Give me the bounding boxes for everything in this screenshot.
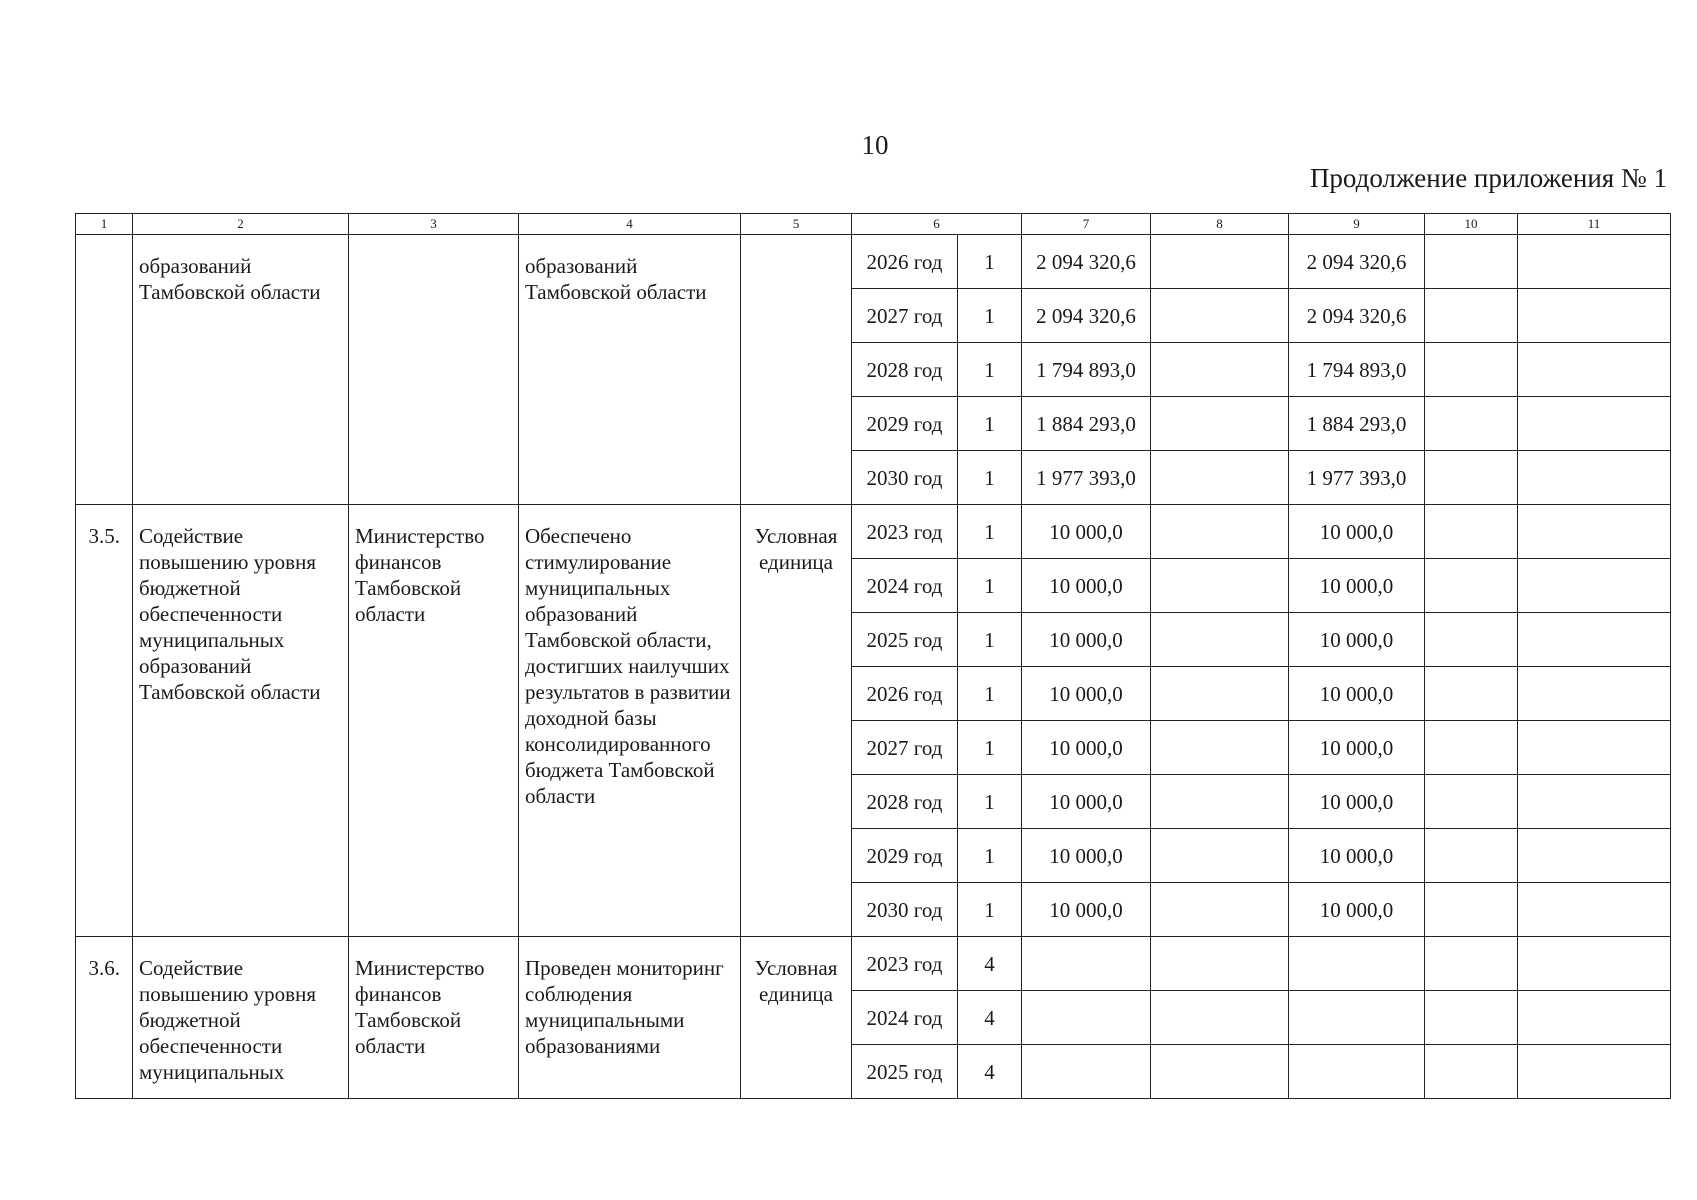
column-number: 8 (1151, 214, 1289, 235)
item-name: Содействие повышению уровня бюджетной обеспеченности муниципальных (133, 937, 349, 1099)
value-cell: 1 (958, 559, 1022, 613)
year-cell: 2027 год (852, 721, 958, 775)
column-number: 6 (852, 214, 1022, 235)
appendix-table (75, 213, 1671, 1099)
column-number: 4 (519, 214, 741, 235)
local-funding-cell (1425, 721, 1518, 775)
year-cell: 2030 год (852, 883, 958, 937)
local-funding-cell (1425, 559, 1518, 613)
other-funding-cell (1518, 343, 1671, 397)
local-funding-cell (1425, 235, 1518, 289)
total-funding-cell: 1 884 293,0 (1022, 397, 1151, 451)
other-funding-cell (1518, 289, 1671, 343)
column-number: 3 (349, 214, 519, 235)
value-cell: 1 (958, 775, 1022, 829)
total-funding-cell (1022, 991, 1151, 1045)
item-name: образований Тамбовской области (133, 235, 349, 505)
local-funding-cell (1425, 505, 1518, 559)
item-name: Содействие повышению уровня бюджетной обеспеченности муниципальных образований Тамбовской области (133, 505, 349, 937)
responsible-executor (349, 235, 519, 505)
other-funding-cell (1518, 829, 1671, 883)
local-funding-cell (1425, 451, 1518, 505)
total-funding-cell: 1 977 393,0 (1022, 451, 1151, 505)
federal-funding-cell (1151, 721, 1289, 775)
value-cell: 4 (958, 937, 1022, 991)
regional-funding-cell: 1 794 893,0 (1289, 343, 1425, 397)
unit-of-measure: Условная единица (741, 505, 852, 937)
federal-funding-cell (1151, 235, 1289, 289)
federal-funding-cell (1151, 883, 1289, 937)
federal-funding-cell (1151, 289, 1289, 343)
value-cell: 1 (958, 397, 1022, 451)
other-funding-cell (1518, 235, 1671, 289)
local-funding-cell (1425, 1045, 1518, 1099)
regional-funding-cell (1289, 991, 1425, 1045)
table-row (76, 505, 1671, 559)
local-funding-cell (1425, 343, 1518, 397)
value-cell: 1 (958, 829, 1022, 883)
federal-funding-cell (1151, 613, 1289, 667)
federal-funding-cell (1151, 829, 1289, 883)
expected-result: Проведен мониторинг соблюдения муниципальными образованиями (519, 937, 741, 1099)
other-funding-cell (1518, 613, 1671, 667)
value-cell: 4 (958, 1045, 1022, 1099)
column-number: 7 (1022, 214, 1151, 235)
other-funding-cell (1518, 775, 1671, 829)
regional-funding-cell: 10 000,0 (1289, 883, 1425, 937)
other-funding-cell (1518, 667, 1671, 721)
table-row (76, 937, 1671, 991)
year-cell: 2026 год (852, 667, 958, 721)
other-funding-cell (1518, 937, 1671, 991)
other-funding-cell (1518, 505, 1671, 559)
other-funding-cell (1518, 559, 1671, 613)
total-funding-cell: 10 000,0 (1022, 883, 1151, 937)
total-funding-cell: 2 094 320,6 (1022, 289, 1151, 343)
year-cell: 2028 год (852, 343, 958, 397)
regional-funding-cell: 10 000,0 (1289, 775, 1425, 829)
regional-funding-cell: 10 000,0 (1289, 829, 1425, 883)
regional-funding-cell: 1 977 393,0 (1289, 451, 1425, 505)
value-cell: 1 (958, 505, 1022, 559)
federal-funding-cell (1151, 505, 1289, 559)
regional-funding-cell: 2 094 320,6 (1289, 235, 1425, 289)
value-cell: 1 (958, 343, 1022, 397)
total-funding-cell: 2 094 320,6 (1022, 235, 1151, 289)
regional-funding-cell: 10 000,0 (1289, 667, 1425, 721)
year-cell: 2030 год (852, 451, 958, 505)
other-funding-cell (1518, 451, 1671, 505)
responsible-executor: Министерство финансов Тамбовской области (349, 937, 519, 1099)
local-funding-cell (1425, 937, 1518, 991)
value-cell: 1 (958, 235, 1022, 289)
local-funding-cell (1425, 883, 1518, 937)
total-funding-cell: 10 000,0 (1022, 829, 1151, 883)
local-funding-cell (1425, 829, 1518, 883)
value-cell: 1 (958, 613, 1022, 667)
federal-funding-cell (1151, 559, 1289, 613)
regional-funding-cell (1289, 937, 1425, 991)
regional-funding-cell: 10 000,0 (1289, 505, 1425, 559)
column-number: 5 (741, 214, 852, 235)
federal-funding-cell (1151, 451, 1289, 505)
year-cell: 2027 год (852, 289, 958, 343)
total-funding-cell: 10 000,0 (1022, 559, 1151, 613)
regional-funding-cell: 10 000,0 (1289, 559, 1425, 613)
year-cell: 2025 год (852, 1045, 958, 1099)
year-cell: 2029 год (852, 397, 958, 451)
local-funding-cell (1425, 289, 1518, 343)
value-cell: 4 (958, 991, 1022, 1045)
other-funding-cell (1518, 883, 1671, 937)
value-cell: 1 (958, 451, 1022, 505)
other-funding-cell (1518, 991, 1671, 1045)
block-3-6 (76, 937, 1671, 1099)
total-funding-cell: 1 794 893,0 (1022, 343, 1151, 397)
column-number: 10 (1425, 214, 1518, 235)
year-cell: 2026 год (852, 235, 958, 289)
total-funding-cell: 10 000,0 (1022, 505, 1151, 559)
federal-funding-cell (1151, 775, 1289, 829)
regional-funding-cell: 1 884 293,0 (1289, 397, 1425, 451)
total-funding-cell: 10 000,0 (1022, 613, 1151, 667)
other-funding-cell (1518, 397, 1671, 451)
column-number: 9 (1289, 214, 1425, 235)
other-funding-cell (1518, 1045, 1671, 1099)
item-number (76, 235, 133, 505)
responsible-executor: Министерство финансов Тамбовской области (349, 505, 519, 937)
block-3-5 (76, 505, 1671, 937)
appendix-title: Продолжение приложения № 1 (1309, 163, 1667, 193)
federal-funding-cell (1151, 397, 1289, 451)
value-cell: 1 (958, 883, 1022, 937)
regional-funding-cell: 2 094 320,6 (1289, 289, 1425, 343)
total-funding-cell (1022, 937, 1151, 991)
column-number: 1 (76, 214, 133, 235)
federal-funding-cell (1151, 667, 1289, 721)
year-cell: 2024 год (852, 559, 958, 613)
column-number-row (76, 214, 1671, 235)
regional-funding-cell: 10 000,0 (1289, 613, 1425, 667)
federal-funding-cell (1151, 343, 1289, 397)
continued-block (76, 235, 1671, 505)
total-funding-cell (1022, 1045, 1151, 1099)
column-number: 2 (133, 214, 349, 235)
local-funding-cell (1425, 613, 1518, 667)
federal-funding-cell (1151, 937, 1289, 991)
regional-funding-cell: 10 000,0 (1289, 721, 1425, 775)
total-funding-cell: 10 000,0 (1022, 775, 1151, 829)
expected-result: Обеспечено стимулирование муниципальных образований Тамбовской области, достигших наилучших результатов в развитии доходной базы консолидированного бюджета Тамбовской области (519, 505, 741, 937)
year-cell: 2025 год (852, 613, 958, 667)
year-cell: 2029 год (852, 829, 958, 883)
local-funding-cell (1425, 775, 1518, 829)
column-number: 11 (1518, 214, 1671, 235)
local-funding-cell (1425, 397, 1518, 451)
year-cell: 2024 год (852, 991, 958, 1045)
regional-funding-cell (1289, 1045, 1425, 1099)
other-funding-cell (1518, 721, 1671, 775)
unit-of-measure: Условная единица (741, 937, 852, 1099)
value-cell: 1 (958, 667, 1022, 721)
local-funding-cell (1425, 667, 1518, 721)
local-funding-cell (1425, 991, 1518, 1045)
table-row (76, 235, 1671, 289)
year-cell: 2028 год (852, 775, 958, 829)
value-cell: 1 (958, 721, 1022, 775)
item-number: 3.5. (76, 505, 133, 937)
expected-result: образований Тамбовской области (519, 235, 741, 505)
year-cell: 2023 год (852, 505, 958, 559)
unit-of-measure (741, 235, 852, 505)
federal-funding-cell (1151, 1045, 1289, 1099)
total-funding-cell: 10 000,0 (1022, 667, 1151, 721)
federal-funding-cell (1151, 991, 1289, 1045)
value-cell: 1 (958, 289, 1022, 343)
page-number: 10 (861, 130, 889, 160)
total-funding-cell: 10 000,0 (1022, 721, 1151, 775)
year-cell: 2023 год (852, 937, 958, 991)
item-number: 3.6. (76, 937, 133, 1099)
